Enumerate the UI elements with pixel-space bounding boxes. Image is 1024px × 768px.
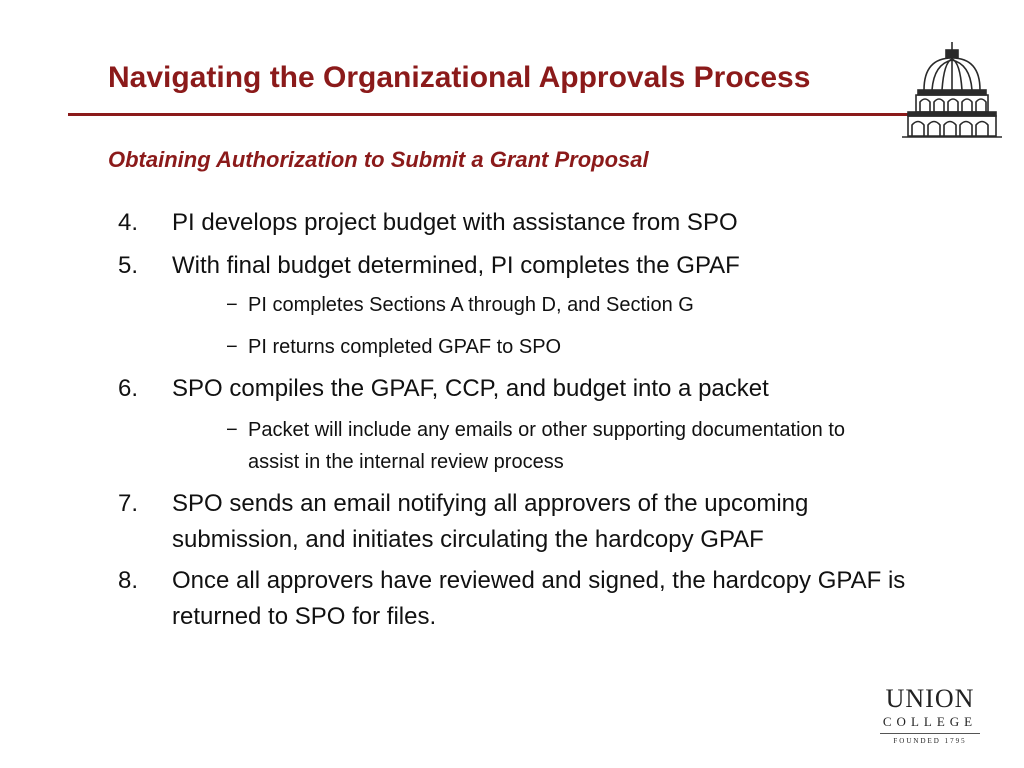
list-item-number: 7. (118, 490, 139, 517)
sub-list-item (226, 414, 866, 478)
list-item-text: SPO sends an email notifying all approvers of the upcoming submission, and initiates circulating the hardcopy GPAF (172, 490, 809, 553)
sub-list-item (226, 331, 866, 363)
logo-union: UNION (885, 684, 975, 713)
list-item (118, 486, 938, 558)
list-item-number: 8. (118, 567, 139, 594)
logo-divider (880, 733, 980, 734)
dash-bullet-icon: − (226, 336, 238, 358)
list-item-text: SPO compiles the GPAF, CCP, and budget into a packet (172, 375, 769, 402)
sub-list-item-text: PI completes Sections A through D, and Section G (248, 294, 694, 316)
slide-subtitle: Obtaining Authorization to Submit a Grant Proposal (108, 147, 649, 172)
dash-bullet-icon: − (226, 419, 238, 441)
nott-memorial-dome-icon (898, 40, 1006, 140)
union-college-logo (872, 686, 988, 746)
list-item-number: 5. (118, 252, 139, 279)
sub-list-item-text: Packet will include any emails or other supporting documentation to assist in the internal review process (248, 419, 845, 473)
sub-list-item-text: PI returns completed GPAF to SPO (248, 336, 562, 358)
list-item-number: 6. (118, 375, 139, 402)
dash-bullet-icon: − (226, 294, 238, 316)
sub-list-item (226, 289, 866, 321)
title-divider (68, 113, 920, 116)
list-item (118, 205, 938, 241)
list-item (118, 563, 938, 635)
list-item (118, 371, 938, 407)
list-item-text: With final budget determined, PI completes the GPAF (172, 252, 740, 279)
list-item-text: PI develops project budget with assistance from SPO (172, 209, 738, 236)
list-item-text: Once all approvers have reviewed and signed, the hardcopy GPAF is returned to SPO for files. (172, 567, 906, 630)
logo-college: COLLEGE (882, 714, 978, 729)
list-item-number: 4. (118, 209, 139, 236)
logo-founded: FOUNDED 1795 (893, 737, 967, 745)
list-item (118, 248, 938, 284)
slide-title: Navigating the Organizational Approvals Process (108, 61, 811, 94)
